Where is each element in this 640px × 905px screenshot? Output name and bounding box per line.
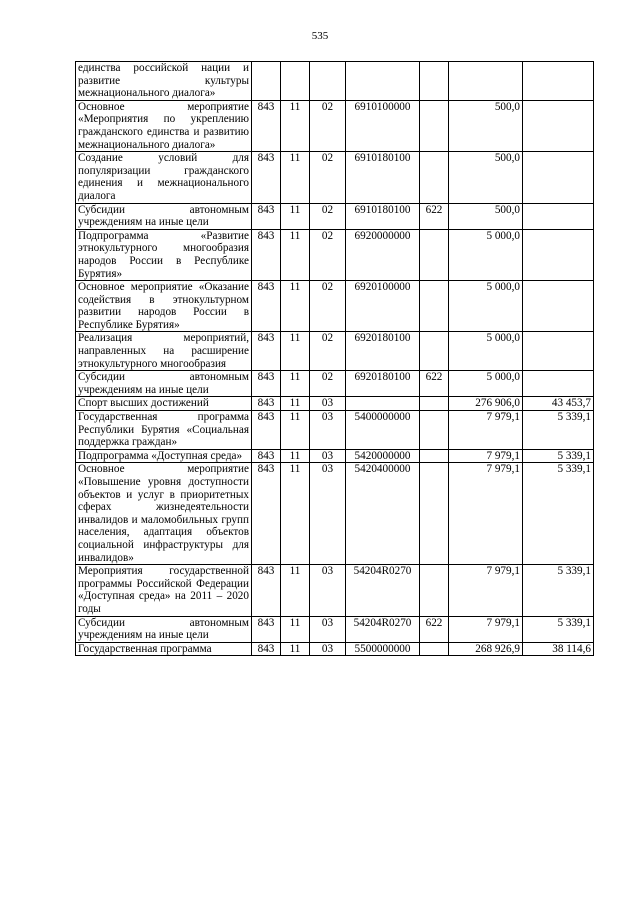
table-row [76,229,594,280]
amount-cell: 268 926,9 [449,642,523,656]
expense-type-cell [420,565,449,616]
ministry-code-cell [252,62,281,101]
amount-cell: 7 979,1 [449,616,523,642]
expense-type-cell [420,411,449,450]
ministry-code-cell: 843 [252,397,281,411]
section-code-cell: 11 [281,411,310,450]
row-name-cell: Спорт высших достижений [76,397,252,411]
amount-secondary-cell [523,281,594,332]
amount-secondary-cell [523,100,594,151]
target-article-cell: 6910180100 [346,152,420,203]
ministry-code-cell: 843 [252,152,281,203]
subsection-code-cell: 02 [310,371,346,397]
subsection-code-cell: 03 [310,616,346,642]
amount-secondary-cell [523,332,594,371]
amount-secondary-cell [523,203,594,229]
expense-type-cell [420,449,449,463]
amount-secondary-cell: 5 339,1 [523,565,594,616]
section-code-cell: 11 [281,449,310,463]
table-row [76,62,594,101]
table-row [76,642,594,656]
row-name-cell: Субсидии автономным учреждениям на иные цели [76,371,252,397]
subsection-code-cell: 02 [310,152,346,203]
table-row [76,332,594,371]
subsection-code-cell: 02 [310,281,346,332]
target-article-cell: 54204R0270 [346,616,420,642]
ministry-code-cell: 843 [252,449,281,463]
table-row [76,397,594,411]
table-row [76,565,594,616]
row-name-cell: единства российской нации и развитие культуры межнационального диалога» [76,62,252,101]
expense-type-cell [420,332,449,371]
amount-cell: 500,0 [449,203,523,229]
amount-secondary-cell: 5 339,1 [523,463,594,565]
section-code-cell [281,62,310,101]
expense-type-cell [420,62,449,101]
expense-type-cell [420,152,449,203]
row-name-cell: Субсидии автономным учреждениям на иные цели [76,616,252,642]
amount-cell: 7 979,1 [449,565,523,616]
budget-table-body [76,62,594,656]
target-article-cell: 6920180100 [346,371,420,397]
amount-secondary-cell [523,152,594,203]
amount-secondary-cell: 43 453,7 [523,397,594,411]
row-name-cell: Основное мероприятие «Оказание содействия в этнокультурном развитии народов России в Республике Бурятия» [76,281,252,332]
target-article-cell: 6910180100 [346,203,420,229]
table-row [76,100,594,151]
amount-cell: 276 906,0 [449,397,523,411]
table-row [76,411,594,450]
target-article-cell: 6920100000 [346,281,420,332]
subsection-code-cell: 02 [310,203,346,229]
section-code-cell: 11 [281,565,310,616]
subsection-code-cell: 03 [310,449,346,463]
amount-cell: 5 000,0 [449,229,523,280]
row-name-cell: Основное мероприятие «Мероприятия по укреплению гражданского единства и развитию межнационального диалога» [76,100,252,151]
expense-type-cell [420,463,449,565]
section-code-cell: 11 [281,332,310,371]
amount-cell: 500,0 [449,152,523,203]
section-code-cell: 11 [281,397,310,411]
subsection-code-cell: 02 [310,100,346,151]
amount-cell: 500,0 [449,100,523,151]
target-article-cell: 6910100000 [346,100,420,151]
subsection-code-cell: 02 [310,332,346,371]
ministry-code-cell: 843 [252,229,281,280]
row-name-cell: Мероприятия государственной программы Российской Федерации «Доступная среда» на 2011 – 2020 годы [76,565,252,616]
amount-secondary-cell [523,229,594,280]
section-code-cell: 11 [281,152,310,203]
subsection-code-cell [310,62,346,101]
row-name-cell: Государственная программа Республики Бурятия «Социальная поддержка граждан» [76,411,252,450]
section-code-cell: 11 [281,203,310,229]
table-row [76,152,594,203]
expense-type-cell: 622 [420,203,449,229]
amount-cell: 5 000,0 [449,332,523,371]
amount-cell: 7 979,1 [449,449,523,463]
subsection-code-cell: 03 [310,397,346,411]
section-code-cell: 11 [281,642,310,656]
section-code-cell: 11 [281,229,310,280]
target-article-cell: 5500000000 [346,642,420,656]
budget-table [75,61,594,656]
ministry-code-cell: 843 [252,203,281,229]
ministry-code-cell: 843 [252,565,281,616]
amount-secondary-cell: 5 339,1 [523,449,594,463]
row-name-cell: Реализация мероприятий, направленных на расширение этнокультурного многообразия [76,332,252,371]
expense-type-cell [420,100,449,151]
amount-cell: 5 000,0 [449,371,523,397]
row-name-cell: Подпрограмма «Развитие этнокультурного многообразия народов России в Республике Бурятия» [76,229,252,280]
target-article-cell: 54204R0270 [346,565,420,616]
ministry-code-cell: 843 [252,332,281,371]
ministry-code-cell: 843 [252,616,281,642]
expense-type-cell [420,397,449,411]
table-row [76,616,594,642]
table-row [76,463,594,565]
target-article-cell: 6920180100 [346,332,420,371]
subsection-code-cell: 03 [310,463,346,565]
table-row [76,449,594,463]
amount-cell: 7 979,1 [449,411,523,450]
page-number: 535 [311,30,329,42]
row-name-cell: Государственная программа [76,642,252,656]
amount-cell: 7 979,1 [449,463,523,565]
amount-secondary-cell: 5 339,1 [523,616,594,642]
section-code-cell: 11 [281,463,310,565]
ministry-code-cell: 843 [252,281,281,332]
amount-secondary-cell [523,62,594,101]
row-name-cell: Подпрограмма «Доступная среда» [76,449,252,463]
ministry-code-cell: 843 [252,100,281,151]
target-article-cell: 6920000000 [346,229,420,280]
expense-type-cell: 622 [420,371,449,397]
target-article-cell: 5400000000 [346,411,420,450]
ministry-code-cell: 843 [252,411,281,450]
expense-type-cell [420,229,449,280]
section-code-cell: 11 [281,100,310,151]
target-article-cell: 5420000000 [346,449,420,463]
amount-cell: 5 000,0 [449,281,523,332]
row-name-cell: Субсидии автономным учреждениям на иные цели [76,203,252,229]
amount-cell [449,62,523,101]
table-row [76,371,594,397]
expense-type-cell [420,281,449,332]
ministry-code-cell: 843 [252,642,281,656]
row-name-cell: Создание условий для популяризации гражданского единения и межнационального диалога [76,152,252,203]
amount-secondary-cell: 38 114,6 [523,642,594,656]
target-article-cell [346,62,420,101]
table-row [76,203,594,229]
section-code-cell: 11 [281,281,310,332]
amount-secondary-cell [523,371,594,397]
subsection-code-cell: 03 [310,642,346,656]
ministry-code-cell: 843 [252,463,281,565]
section-code-cell: 11 [281,371,310,397]
row-name-cell: Основное мероприятие «Повышение уровня доступности объектов и услуг в приоритетных сферах жизнедеятельности инвалидов и маломобильных групп населения, адаптация объектов социальной инфраструктуры для инвалидов» [76,463,252,565]
section-code-cell: 11 [281,616,310,642]
subsection-code-cell: 03 [310,411,346,450]
subsection-code-cell: 02 [310,229,346,280]
subsection-code-cell: 03 [310,565,346,616]
expense-type-cell [420,642,449,656]
target-article-cell [346,397,420,411]
ministry-code-cell: 843 [252,371,281,397]
target-article-cell: 5420400000 [346,463,420,565]
table-row [76,281,594,332]
amount-secondary-cell: 5 339,1 [523,411,594,450]
expense-type-cell: 622 [420,616,449,642]
